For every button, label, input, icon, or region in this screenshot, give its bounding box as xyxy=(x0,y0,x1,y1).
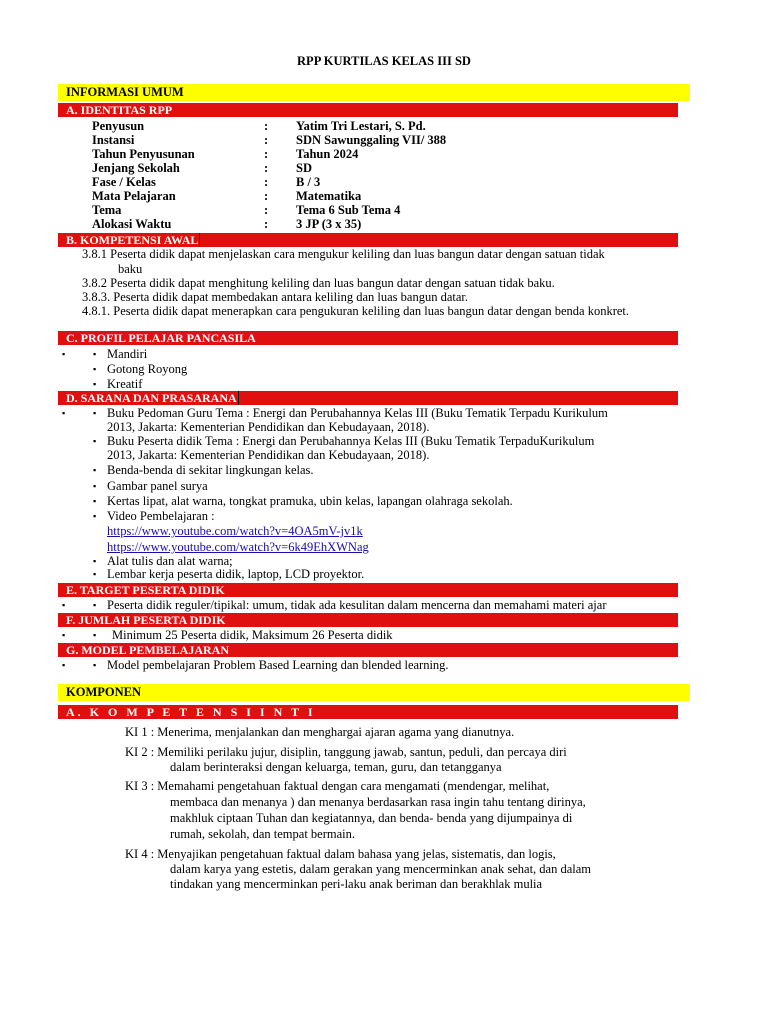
kompetensi-awal-item: 4.8.1. Peserta didik dapat menerapkan cara pengukuran keliling dan luas bangun datar dengan benda konkret. xyxy=(82,304,630,318)
sarana-item: Benda-benda di sekitar lingkungan kelas. xyxy=(107,463,314,477)
bullet-icon: ▪ xyxy=(62,630,66,640)
bullet-icon: ▪ xyxy=(62,349,66,359)
ki-2: KI 2 : Memiliki perilaku jujur, disiplin, tanggung jawab, santun, peduli, dan percaya diri xyxy=(125,745,567,759)
bullet-icon: ▪ xyxy=(93,481,97,491)
ki-3-cont: makhluk ciptaan Tuhan dan kegiatannya, dan benda- benda yang dijumpainya di xyxy=(170,811,573,825)
sarana-item: Lembar kerja peserta didik, laptop, LCD proyektor. xyxy=(107,567,365,581)
bullet-icon: ▪ xyxy=(93,556,97,566)
profil-item: Kreatif xyxy=(107,377,143,391)
section-kompetensi-inti: A. K O M P E T E N S I I N T I xyxy=(58,705,678,719)
bullet-icon: ▪ xyxy=(93,600,97,610)
sarana-item-cont: 2013, Jakarta: Kementerian Pendidikan dan Kebudayaan, 2018). xyxy=(107,420,430,434)
profil-item: Mandiri xyxy=(107,347,148,361)
bullet-icon: ▪ xyxy=(93,511,97,521)
ki-3: KI 3 : Memahami pengetahuan faktual dengan cara mengamati (mendengar, melihat, xyxy=(125,779,550,793)
bullet-icon: ▪ xyxy=(93,349,97,359)
sarana-item: Kertas lipat, alat warna, tongkat pramuka, ubin kelas, lapangan olahraga sekolah. xyxy=(107,494,513,508)
section-sarana-prasarana: D. SARANA DAN PRASARANA xyxy=(58,391,678,405)
video-link-2[interactable]: https://www.youtube.com/watch?v=6k49EhXWNag xyxy=(107,540,369,554)
kompetensi-awal-item: 3.8.1 Peserta didik dapat menjelaskan cara mengukur keliling dan luas bangun datar dengan satuan tidak xyxy=(82,247,605,261)
target-item: Peserta didik reguler/tipikal: umum, tidak ada kesulitan dalam mencerna dan memahami materi ajar xyxy=(107,598,607,612)
ki-1: KI 1 : Menerima, menjalankan dan menghargai ajaran agama yang dianutnya. xyxy=(125,725,515,739)
ki-4-cont: tindakan yang mencerminkan peri-laku anak beriman dan berakhlak mulia xyxy=(170,877,543,891)
jumlah-item: Minimum 25 Peserta didik, Maksimum 26 Peserta didik xyxy=(112,628,393,642)
ki-2-cont: dalam berinteraksi dengan keluarga, teman, guru, dan tetangganya xyxy=(170,760,502,774)
bullet-icon: ▪ xyxy=(62,408,66,418)
sarana-item: Alat tulis dan alat warna; xyxy=(107,554,233,568)
model-item: Model pembelajaran Problem Based Learning dan blended learning. xyxy=(107,658,449,672)
bullet-icon: ▪ xyxy=(93,364,97,374)
section-komponen: KOMPONEN xyxy=(58,684,690,701)
sarana-item: Video Pembelajaran : xyxy=(107,509,215,523)
bullet-icon: ▪ xyxy=(93,660,97,670)
bullet-icon: ▪ xyxy=(62,660,66,670)
section-model-pembelajaran: G. MODEL PEMBELAJARAN xyxy=(58,643,678,657)
bullet-icon: ▪ xyxy=(93,569,97,579)
bullet-icon: ▪ xyxy=(93,379,97,389)
page-title: RPP KURTILAS KELAS III SD xyxy=(297,54,471,68)
sarana-item: Buku Pedoman Guru Tema : Energi dan Perubahannya Kelas III (Buku Tematik Terpadu Kurikulum xyxy=(107,406,608,420)
sarana-item: Gambar panel surya xyxy=(107,479,208,493)
bullet-icon: ▪ xyxy=(93,408,97,418)
bullet-icon: ▪ xyxy=(93,436,97,446)
kompetensi-awal-item: 3.8.3. Peserta didik dapat membedakan antara keliling dan luas bangun datar. xyxy=(82,290,468,304)
ki-3-cont: membaca dan menanya ) dan menanya berdasarkan rasa ingin tahu tentang dirinya, xyxy=(170,795,586,809)
section-jumlah-peserta: F. JUMLAH PESERTA DIDIK xyxy=(58,613,678,627)
bullet-icon: ▪ xyxy=(93,496,97,506)
bullet-icon: ▪ xyxy=(62,600,66,610)
section-kompetensi-awal: B. KOMPETENSI AWAL xyxy=(58,233,678,247)
kompetensi-awal-item-cont: baku xyxy=(118,262,143,276)
sarana-item: Buku Peserta didik Tema : Energi dan Perubahannya Kelas III (Buku Tematik TerpaduKurikulum xyxy=(107,434,595,448)
video-link-1[interactable]: https://www.youtube.com/watch?v=4OA5mV-jv1k xyxy=(107,524,363,538)
kompetensi-awal-item: 3.8.2 Peserta didik dapat menghitung keliling dan luas bangun datar dengan satuan tidak baku. xyxy=(82,276,555,290)
sarana-item-cont: 2013, Jakarta: Kementerian Pendidikan dan Kebudayaan, 2018). xyxy=(107,448,430,462)
profil-item: Gotong Royong xyxy=(107,362,188,376)
ki-4-cont: dalam karya yang estetis, dalam gerakan yang mencerminkan anak sehat, dan dalam xyxy=(170,862,592,876)
section-informasi-umum: INFORMASI UMUM xyxy=(58,84,690,101)
section-target-peserta: E. TARGET PESERTA DIDIK xyxy=(58,583,678,597)
ki-4: KI 4 : Menyajikan pengetahuan faktual dalam bahasa yang jelas, sistematis, dan logis, xyxy=(125,847,556,861)
section-profil-pelajar: C. PROFIL PELAJAR PANCASILA xyxy=(58,331,678,345)
bullet-icon: ▪ xyxy=(93,630,97,640)
section-identitas-rpp: A. IDENTITAS RPP xyxy=(58,103,678,117)
ki-3-cont: rumah, sekolah, dan tempat bermain. xyxy=(170,827,356,841)
bullet-icon: ▪ xyxy=(93,465,97,475)
